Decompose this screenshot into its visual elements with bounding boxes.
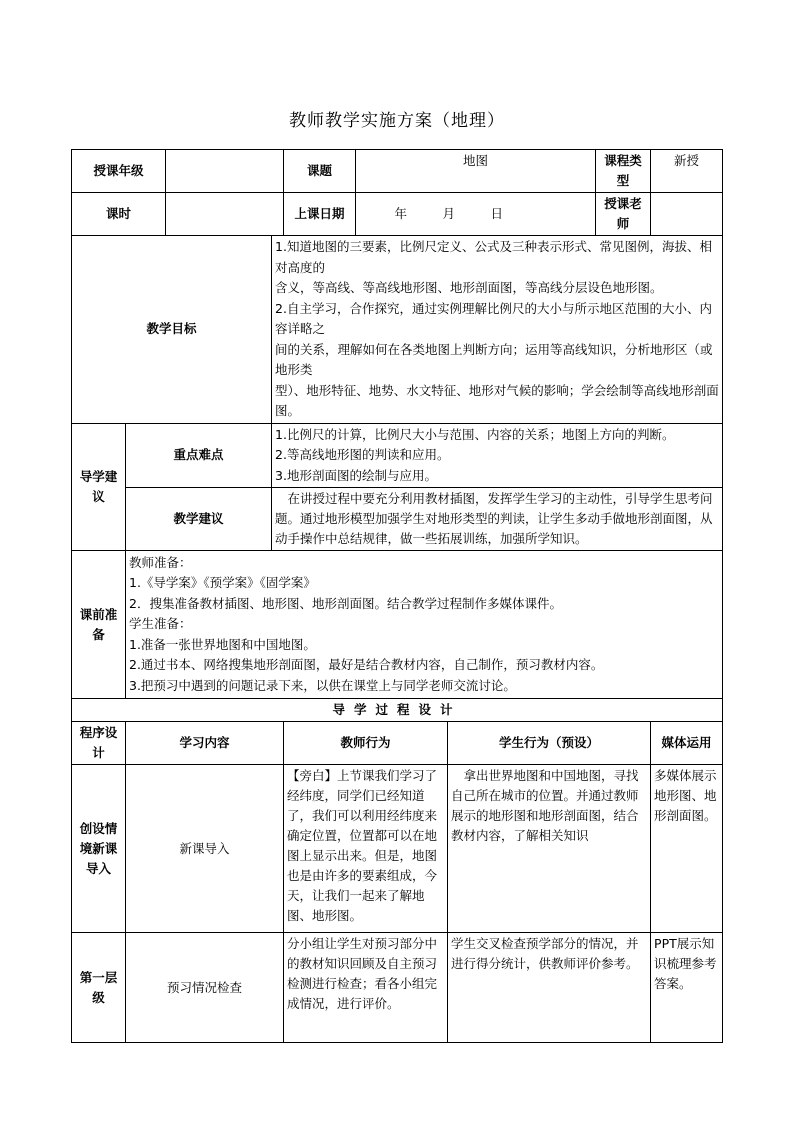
date-month: 月 xyxy=(442,206,456,221)
teacher-label: 授课老师 xyxy=(596,193,651,236)
goals-line: 型）、地形特征、地势、水文特征、地形对气候的影响；学会绘制等高线地形剖面图。 xyxy=(275,382,719,418)
header-step: 程序设计 xyxy=(72,722,126,765)
date-value[interactable] xyxy=(356,193,596,236)
process-content: 预习情况检查 xyxy=(126,933,284,1043)
grade-label: 授课年级 xyxy=(72,150,166,193)
teaching-suggestion-label: 教学建议 xyxy=(126,488,272,551)
key-points-content xyxy=(272,423,723,488)
process-heading-row xyxy=(72,699,723,722)
key-point-line: 3.地形剖面图的绘制与应用。 xyxy=(275,467,437,483)
info-row-2 xyxy=(72,193,723,236)
guide-key-row xyxy=(72,423,723,488)
goals-line: 间的关系，理解如何在各类地图上判断方向；运用等高线知识，分析地形区（或地形类 xyxy=(275,341,713,377)
date-label: 上课日期 xyxy=(284,193,356,236)
prep-content xyxy=(126,551,723,699)
date-year: 年 xyxy=(394,206,408,221)
topic-label: 课题 xyxy=(284,150,356,193)
goals-label: 教学目标 xyxy=(72,236,272,424)
process-teacher: 【旁白】上节课我们学习了经纬度，同学们已经知道了，我们可以利用经纬度来确定位置，位置都可以在地图上显示出来。但是，地图也是由许多的要素组成，今天，让我们一起来了解地图、地形图。 xyxy=(284,765,448,933)
prep-line: 学生准备： xyxy=(129,616,192,632)
header-media: 媒体运用 xyxy=(651,722,723,765)
key-point-line: 1.比例尺的计算，比例尺大小与范围、内容的关系；地图上方向的判断。 xyxy=(275,426,675,442)
process-step: 第一层级 xyxy=(72,933,126,1043)
teacher-value[interactable] xyxy=(651,193,723,236)
guide-method-row xyxy=(72,488,723,551)
topic-value[interactable]: 地图 xyxy=(356,150,596,193)
process-step: 创设情境新课导入 xyxy=(72,765,126,933)
prep-row xyxy=(72,551,723,699)
process-teacher: 分小组让学生对预习部分中的教材知识回顾及自主预习检测进行检查；看各小组完成情况，进行评价。 xyxy=(284,933,448,1043)
key-points-label: 重点难点 xyxy=(126,423,272,488)
grade-value[interactable] xyxy=(166,150,284,193)
date-day: 日 xyxy=(490,206,504,221)
prep-line: 1.《导学案》《预学案》《固学案》 xyxy=(129,575,316,591)
period-label: 课时 xyxy=(72,193,166,236)
header-teacher: 教师行为 xyxy=(284,722,448,765)
course-type-label: 课程类型 xyxy=(596,150,651,193)
header-content: 学习内容 xyxy=(126,722,284,765)
process-header-row xyxy=(72,722,723,765)
prep-line: 2．搜集准备教材插图、地形图、地形剖面图。结合教学过程制作多媒体课件。 xyxy=(129,595,562,611)
prep-line: 1.准备一张世界地图和中国地图。 xyxy=(129,636,316,652)
process-heading: 导学过程设计 xyxy=(72,699,723,722)
lesson-plan-table xyxy=(71,149,723,1043)
process-row xyxy=(72,933,723,1043)
process-content: 新课导入 xyxy=(126,765,284,933)
process-student: 拿出世界地图和中国地图，寻找自己所在城市的位置。并通过教师展示的地形图和地形剖面图，结合教材内容，了解相关知识 xyxy=(448,765,651,933)
process-row xyxy=(72,765,723,933)
prep-line: 3.把预习中遇到的问题记录下来，以供在课堂上与同学老师交流讨论。 xyxy=(129,677,516,693)
guide-label: 导学建议 xyxy=(72,423,126,551)
prep-line: 教师准备： xyxy=(129,554,192,570)
period-value[interactable] xyxy=(166,193,284,236)
teaching-suggestion-content: 在讲授过程中要充分利用教材插图，发挥学生学习的主动性，引导学生思考问题。通过地形模型加强学生对地形类型的判读，让学生多动手做地形剖面图，从动手操作中总结规律，做一些拓展训练，加强所学知识。 xyxy=(272,488,723,551)
goals-line: 含义，等高线、等高线地形图、地形剖面图，等高线分层设色地形图。 xyxy=(275,280,663,295)
goals-line: 1.知道地图的三要素，比例尺定义、公式及三种表示形式、常见图例，海拔、相对高度的 xyxy=(275,239,712,275)
course-type-value[interactable]: 新授 xyxy=(651,150,723,193)
goals-row xyxy=(72,236,723,424)
prep-line: 2.通过书本、网络搜集地形剖面图，最好是结合教材内容，自己制作，预习教材内容。 xyxy=(129,657,604,673)
info-row-1 xyxy=(72,150,723,193)
header-student: 学生行为（预设） xyxy=(448,722,651,765)
process-media: PPT展示知识梳理参考答案。 xyxy=(651,933,723,1043)
document-title: 教师教学实施方案（地理） xyxy=(289,111,505,131)
process-student: 学生交叉检查预学部分的情况，并进行得分统计，供教师评价参考。 xyxy=(448,933,651,1043)
key-point-line: 2.等高线地形图的判读和应用。 xyxy=(275,447,450,462)
prep-label: 课前准备 xyxy=(72,551,126,699)
goals-content xyxy=(272,236,723,424)
process-media: 多媒体展示地形图、地形剖面图。 xyxy=(651,765,723,933)
goals-line: 2.自主学习，合作探究，通过实例理解比例尺的大小与所示地区范围的大小、内容详略之 xyxy=(275,300,712,336)
